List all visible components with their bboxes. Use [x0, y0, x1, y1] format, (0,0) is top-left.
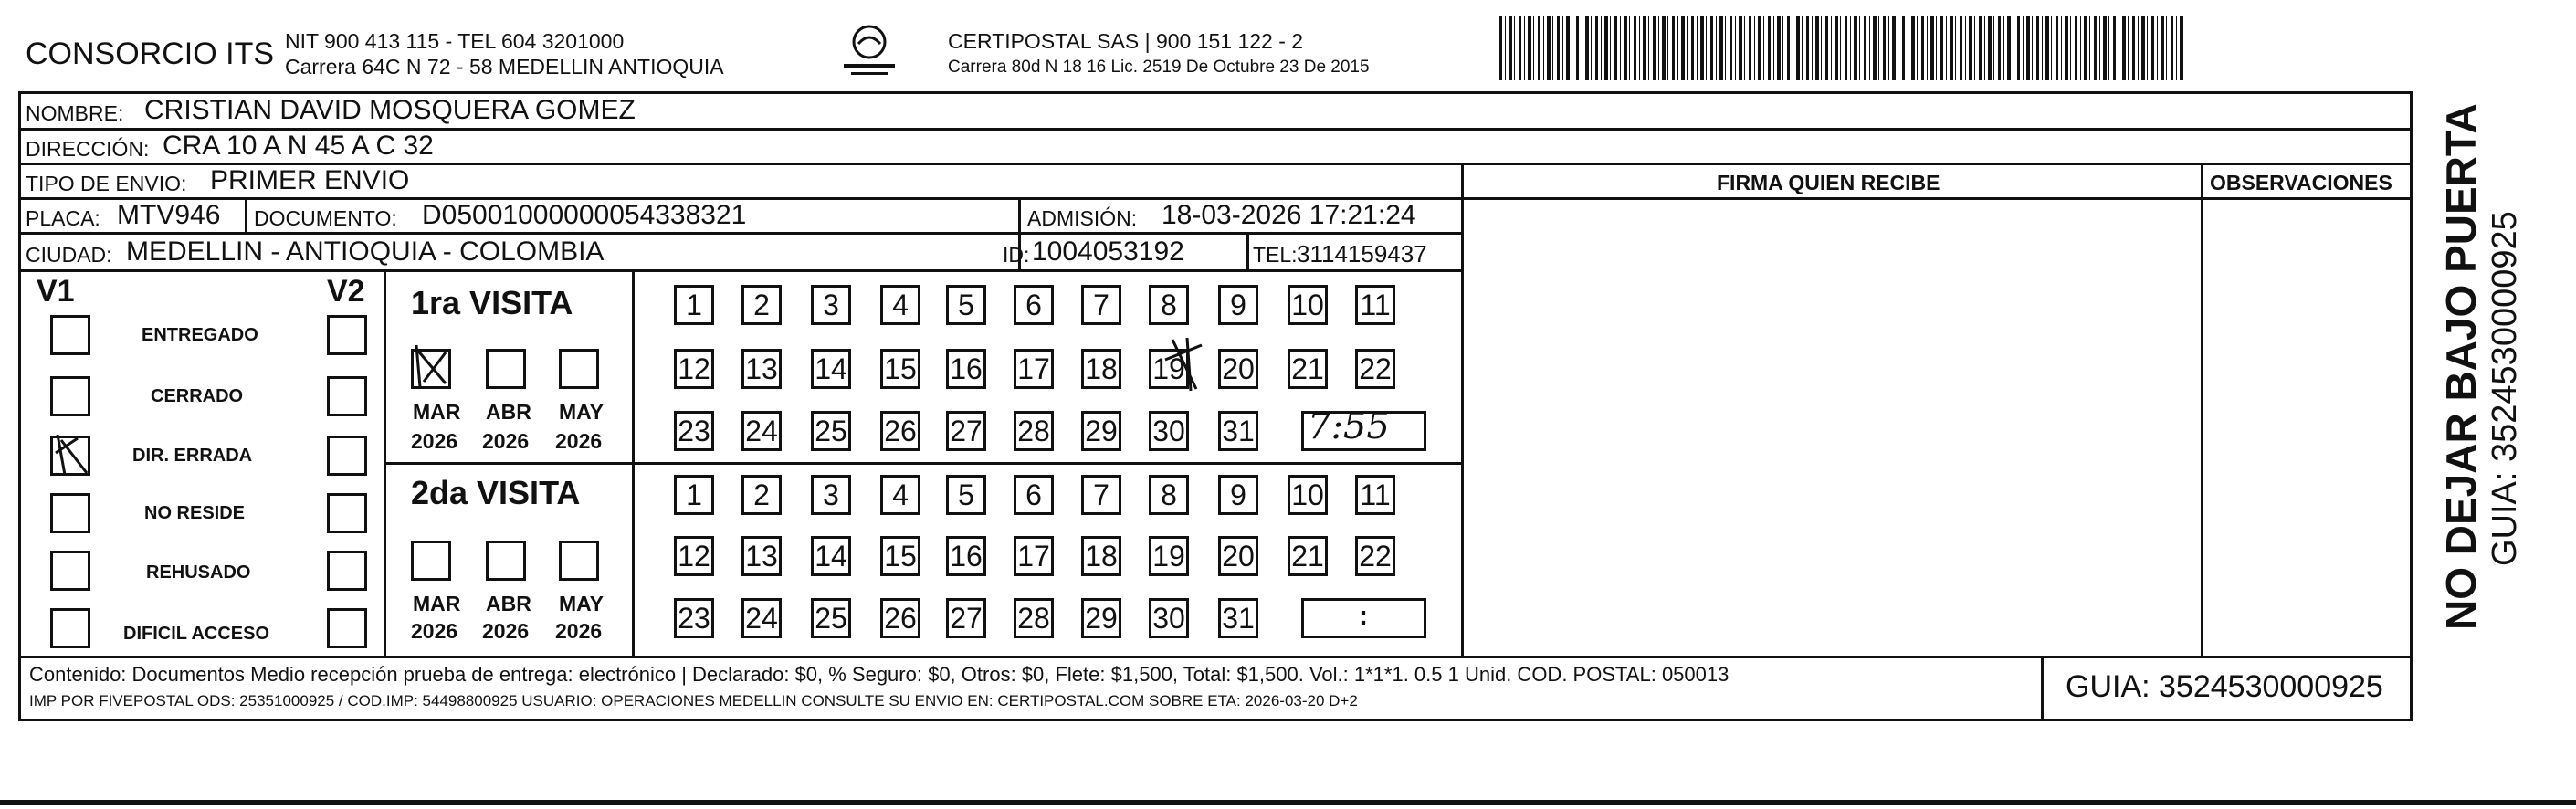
second-visit-day-25[interactable]: 25	[811, 598, 851, 638]
first-visit-day-13[interactable]: 13	[741, 349, 782, 389]
second-visit-day-14[interactable]: 14	[811, 536, 851, 576]
footer-guia: GUIA: 3524530000925	[2066, 669, 2383, 704]
first-visit-day-20[interactable]: 20	[1218, 349, 1258, 389]
first-visit-day-28[interactable]: 28	[1014, 411, 1054, 451]
documento-label: DOCUMENTO:	[254, 206, 397, 230]
first-year-may: 2026	[555, 429, 603, 453]
first-visit-day-10[interactable]: 10	[1288, 285, 1328, 325]
v1-box-entregado[interactable]	[50, 315, 90, 355]
side-guia: GUIA: 3524530000925	[2486, 211, 2524, 566]
v2-box-no-reside[interactable]	[327, 493, 367, 533]
tel-label: TEL:	[1253, 243, 1298, 267]
ciudad-value: MEDELLIN - ANTIOQUIA - COLOMBIA	[126, 236, 605, 267]
first-visit-day-25[interactable]: 25	[811, 411, 851, 451]
second-visit-day-29[interactable]: 29	[1081, 598, 1121, 638]
first-visit-day-1[interactable]: 1	[674, 285, 714, 325]
side-warning: NO DEJAR BAJO PUERTA	[2437, 103, 2485, 630]
tipo-value: PRIMER ENVIO	[210, 165, 410, 195]
status-dificil-acceso: DIFICIL ACCESO	[123, 624, 270, 644]
second-visit-day-3[interactable]: 3	[811, 475, 851, 515]
second-visit-day-10[interactable]: 10	[1288, 475, 1328, 515]
cut-line	[0, 800, 2576, 805]
v2-header: V2	[327, 274, 365, 309]
second-visit-day-21[interactable]: 21	[1288, 536, 1328, 576]
v2-box-dir-errada[interactable]	[327, 436, 367, 476]
company-nit: NIT 900 413 115 - TEL 604 3201000	[285, 29, 625, 53]
v1-box-dificil-acceso[interactable]	[50, 608, 90, 648]
first-visit-day-14[interactable]: 14	[811, 349, 851, 389]
first-visit-day-2[interactable]: 2	[741, 285, 782, 325]
company-address: Carrera 64C N 72 - 58 MEDELLIN ANTIOQUIA	[285, 55, 724, 79]
second-year-mar: 2026	[411, 619, 458, 643]
first-visit-day-27[interactable]: 27	[946, 411, 986, 451]
second-month-box-may[interactable]	[559, 541, 599, 581]
second-visit-day-17[interactable]: 17	[1014, 536, 1054, 576]
first-year-abr: 2026	[482, 429, 530, 453]
status-dir-errada: DIR. ERRADA	[132, 446, 253, 466]
direccion-value: CRA 10 A N 45 A C 32	[163, 131, 434, 161]
first-visit-day-19[interactable]: 19	[1149, 349, 1189, 389]
second-visit-day-16[interactable]: 16	[946, 536, 986, 576]
v2-box-entregado[interactable]	[327, 315, 367, 355]
second-visit-day-1[interactable]: 1	[674, 475, 714, 515]
first-month-box-abr[interactable]	[486, 349, 526, 389]
second-visit-title: 2da VISITA	[411, 474, 581, 511]
first-visit-day-9[interactable]: 9	[1218, 285, 1258, 325]
first-visit-day-12[interactable]: 12	[674, 349, 714, 389]
first-month-check	[409, 341, 453, 395]
second-visit-day-31[interactable]: 31	[1218, 598, 1258, 638]
first-visit-day-24[interactable]: 24	[741, 411, 782, 451]
second-visit-day-23[interactable]: 23	[674, 598, 714, 638]
v1-box-no-reside[interactable]	[50, 493, 90, 533]
v1-box-rehusado[interactable]	[50, 551, 90, 591]
id-value: 1004053192	[1032, 236, 1184, 267]
second-month-abr: ABR	[486, 592, 531, 615]
status-entregado: ENTREGADO	[142, 325, 258, 345]
status-rehusado: REHUSADO	[146, 562, 251, 583]
second-visit-day-13[interactable]: 13	[741, 536, 782, 576]
ciudad-label: CIUDAD:	[26, 243, 112, 267]
second-month-box-mar[interactable]	[411, 541, 451, 581]
tipo-label: TIPO DE ENVIO:	[26, 172, 187, 195]
tel-value: 3114159437	[1297, 240, 1427, 268]
second-visit-day-8[interactable]: 8	[1149, 475, 1189, 515]
second-visit-day-6[interactable]: 6	[1014, 475, 1054, 515]
certipostal-logo	[833, 24, 906, 79]
v1-header: V1	[37, 274, 75, 309]
first-visit-day-17[interactable]: 17	[1014, 349, 1054, 389]
first-visit-day-30[interactable]: 30	[1149, 411, 1189, 451]
v1-check-mark	[50, 431, 96, 483]
second-visit-day-28[interactable]: 28	[1014, 598, 1054, 638]
footer-content: Contenido: Documentos Medio recepción prueba de entrega: electrónico | Declarado: $0, % Seguro: $0, Otros: $0, Flete: $1,500, Total: $1,500. Vol.: 1*1*1. 0.5 1 Unid. COD. POSTAL: 050013	[29, 663, 1730, 686]
v2-box-cerrado[interactable]	[327, 376, 367, 416]
company-name: CONSORCIO ITS	[26, 37, 275, 71]
first-visit-day-31[interactable]: 31	[1218, 411, 1258, 451]
status-no-reside: NO RESIDE	[144, 503, 246, 523]
first-visit-day-8[interactable]: 8	[1149, 285, 1189, 325]
second-visit-day-19[interactable]: 19	[1149, 536, 1189, 576]
id-label: ID:	[1003, 243, 1030, 267]
admision-value: 18-03-2026 17:21:24	[1162, 200, 1416, 230]
first-month-may: MAY	[559, 400, 604, 424]
first-month-box-may[interactable]	[559, 349, 599, 389]
second-visit-day-12[interactable]: 12	[674, 536, 714, 576]
second-visit-time: :	[1359, 601, 1368, 631]
second-month-mar: MAR	[413, 592, 461, 615]
second-visit-day-22[interactable]: 22	[1355, 536, 1395, 576]
placa-value: MTV946	[117, 200, 221, 230]
first-visit-day-21[interactable]: 21	[1288, 349, 1328, 389]
first-month-abr: ABR	[486, 400, 531, 424]
first-visit-day-7[interactable]: 7	[1081, 285, 1121, 325]
second-visit-day-7[interactable]: 7	[1081, 475, 1121, 515]
second-visit-day-18[interactable]: 18	[1081, 536, 1121, 576]
v2-box-dificil-acceso[interactable]	[327, 608, 367, 648]
first-visit-title: 1ra VISITA	[411, 284, 573, 321]
first-visit-time: 7:55	[1308, 405, 1390, 447]
barcode	[1499, 16, 2184, 80]
status-cerrado: CERRADO	[151, 386, 244, 406]
carrier-info: CERTIPOSTAL SAS | 900 151 122 - 2	[948, 29, 1304, 53]
firma-header: FIRMA QUIEN RECIBE	[1717, 171, 1940, 194]
first-visit-day-15[interactable]: 15	[880, 349, 920, 389]
first-visit-day-6[interactable]: 6	[1014, 285, 1054, 325]
second-visit-day-2[interactable]: 2	[741, 475, 782, 515]
v2-box-rehusado[interactable]	[327, 551, 367, 591]
admision-label: ADMISIÓN:	[1027, 206, 1138, 230]
nombre-value: CRISTIAN DAVID MOSQUERA GOMEZ	[144, 95, 636, 125]
second-visit-day-15[interactable]: 15	[880, 536, 920, 576]
first-month-mar: MAR	[413, 400, 461, 424]
first-visit-day-23[interactable]: 23	[674, 411, 714, 451]
second-year-abr: 2026	[482, 619, 530, 643]
side-panel	[2420, 91, 2524, 721]
v1-box-cerrado[interactable]	[50, 376, 90, 416]
first-visit-day-11[interactable]: 11	[1355, 285, 1395, 325]
second-visit-day-11[interactable]: 11	[1355, 475, 1395, 515]
second-visit-day-4[interactable]: 4	[880, 475, 920, 515]
first-visit-day-18[interactable]: 18	[1081, 349, 1121, 389]
second-month-box-abr[interactable]	[486, 541, 526, 581]
first-day-check	[1160, 332, 1214, 401]
second-visit-day-27[interactable]: 27	[946, 598, 986, 638]
second-visit-day-24[interactable]: 24	[741, 598, 782, 638]
first-visit-day-22[interactable]: 22	[1355, 349, 1395, 389]
first-visit-day-5[interactable]: 5	[946, 285, 986, 325]
second-visit-day-9[interactable]: 9	[1218, 475, 1258, 515]
nombre-label: NOMBRE:	[26, 101, 124, 125]
first-year-mar: 2026	[411, 429, 458, 453]
first-visit-day-26[interactable]: 26	[880, 411, 920, 451]
second-visit-day-5[interactable]: 5	[946, 475, 986, 515]
second-year-may: 2026	[555, 619, 603, 643]
carrier-address: Carrera 80d N 18 16 Lic. 2519 De Octubre 23 De 2015	[948, 58, 1370, 77]
first-visit-day-16[interactable]: 16	[946, 349, 986, 389]
first-visit-day-4[interactable]: 4	[880, 285, 920, 325]
first-visit-day-3[interactable]: 3	[811, 285, 851, 325]
second-visit-day-20[interactable]: 20	[1218, 536, 1258, 576]
second-month-may: MAY	[559, 592, 604, 615]
second-visit-day-26[interactable]: 26	[880, 598, 920, 638]
footer-print-info: IMP POR FIVEPOSTAL ODS: 25351000925 / COD.IMP: 54498800925 USUARIO: OPERACIONES MEDELLIN CONSULTE SU ENVIO EN: CERTIPOSTAL.COM SOBRE ETA: 2026-03-20 D+2	[29, 692, 1358, 709]
documento-value: D05001000000054338321	[422, 200, 747, 230]
second-visit-day-30[interactable]: 30	[1149, 598, 1189, 638]
first-visit-day-29[interactable]: 29	[1081, 411, 1121, 451]
placa-label: PLACA:	[26, 206, 100, 230]
observaciones-header: OBSERVACIONES	[2210, 171, 2392, 194]
direccion-label: DIRECCIÓN:	[26, 137, 150, 161]
